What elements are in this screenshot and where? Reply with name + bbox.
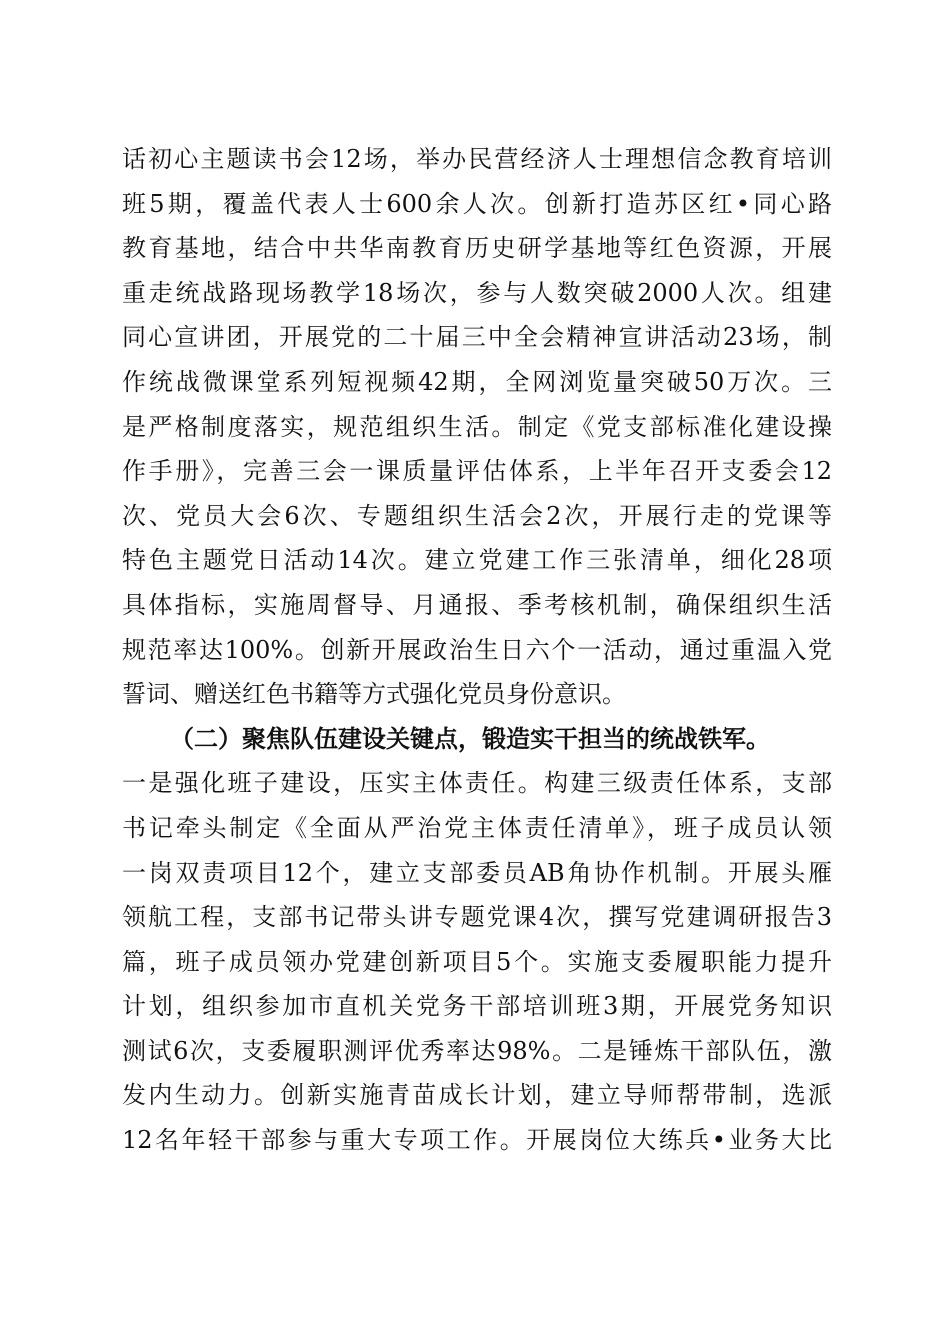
- text-line: 测试6次，支委履职测评优秀率达98%。二是锤炼干部队伍，激: [122, 1036, 832, 1065]
- text-line: 班5期，覆盖代表人士600余人次。创新打造苏区红•同心路: [122, 189, 832, 218]
- text-line: 计划，组织参加市直机关党务干部培训班3期，开展党务知识: [122, 992, 832, 1021]
- text-line: 誓词、赠送红色书籍等方式强化党员身份意识。: [122, 680, 626, 709]
- text-line: 是严格制度落实，规范组织生活。制定《党支部标准化建设操: [122, 412, 832, 441]
- text-line: 一是强化班子建设，压实主体责任。构建三级责任体系，支部: [122, 769, 832, 798]
- text-line: 同心宣讲团，开展党的二十届三中全会精神宣讲活动23场，制: [122, 323, 832, 352]
- text-line: 领航工程，支部书记带头讲专题党课4次，撰写党建调研报告3: [122, 903, 832, 932]
- body-text: [122, 137, 832, 1163]
- text-line: 发内生动力。创新实施青苗成长计划，建立导师帮带制，选派: [122, 1081, 832, 1110]
- text-line: 篇，班子成员领办党建创新项目5个。实施支委履职能力提升: [122, 947, 832, 976]
- text-line: 一岗双责项目12个，建立支部委员AB角协作机制。开展头雁: [122, 858, 832, 887]
- text-line: 次、党员大会6次、专题组织生活会2次，开展行走的党课等: [122, 501, 832, 530]
- text-line: 规范率达100%。创新开展政治生日六个一活动，通过重温入党: [122, 635, 832, 664]
- section-heading: （二）聚焦队伍建设关键点，锻造实干担当的统战铁军。: [170, 723, 770, 753]
- text-line: 作手册》，完善三会一课质量评估体系，上半年召开支委会12: [122, 457, 832, 486]
- text-line: 重走统战路现场教学18场次，参与人数突破2000人次。组建: [122, 278, 832, 307]
- text-line: 12名年轻干部参与重大专项工作。开展岗位大练兵•业务大比: [122, 1126, 832, 1155]
- text-line: 作统战微课堂系列短视频42期，全网浏览量突破50万次。三: [122, 367, 832, 396]
- text-line: 教育基地，结合中共华南教育历史研学基地等红色资源，开展: [122, 234, 832, 263]
- text-line: 具体指标，实施周督导、月通报、季考核机制，确保组织生活: [122, 590, 832, 619]
- text-line: 特色主题党日活动14次。建立党建工作三张清单，细化28项: [122, 546, 832, 575]
- text-line: 书记牵头制定《全面从严治党主体责任清单》，班子成员认领: [122, 813, 832, 842]
- text-line: 话初心主题读书会12场，举办民营经济人士理想信念教育培训: [122, 145, 832, 173]
